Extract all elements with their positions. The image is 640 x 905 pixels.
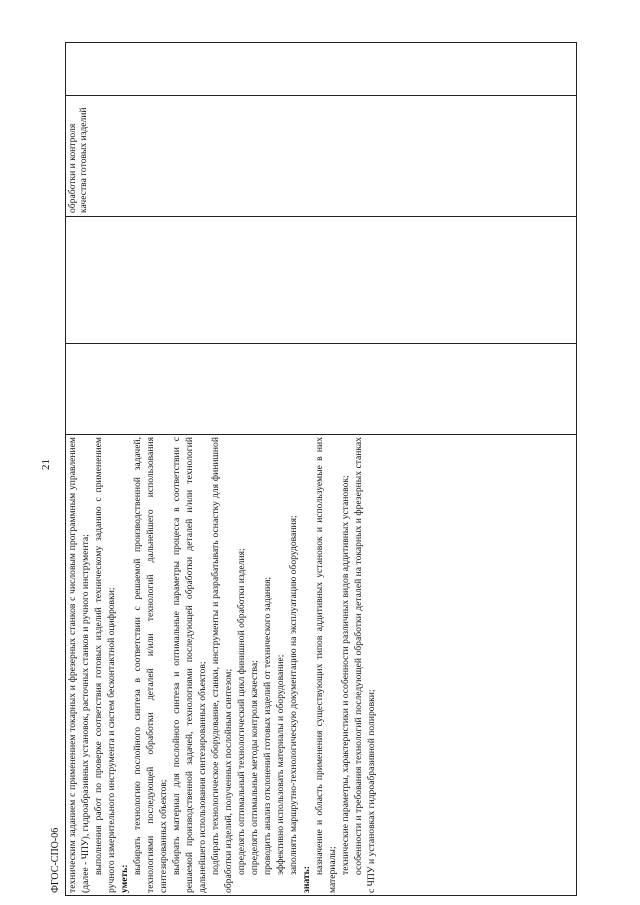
description-paragraph: выбирать материал для послойного синтеза и оптимальные параметры процесса в соответствии с решаемой производственной задачей, технологиями последующей обработки деталей и/или технологий дальнейшего использования синтезированных объектов; — [171, 437, 208, 893]
description-paragraph: техническим заданием с применением токарных и фрезерных станков с числовым программным управлением (далее - ЧПУ), гидроабразивных установок, расточных станков и ручного инструмента; — [67, 437, 91, 893]
description-paragraph: особенности и требования технологий последующей обработки деталей на токарных и фрезерных станках с ЧПУ и установках гидроабразивной полировки; — [353, 437, 377, 893]
description-paragraph: подбирать технологическое оборудование, станки, инструменты и разрабатывать оснастку для финишной обработки изделий, полученных послойным синтезом; — [210, 437, 234, 893]
description-text — [66, 435, 378, 895]
description-paragraph: эффективно использовать материалы и оборудование; — [275, 654, 286, 875]
description-paragraph: технические параметры, характеристики и особенности различных видов аддитивных установок; — [340, 475, 351, 875]
page-number: 21 — [40, 459, 52, 470]
description-paragraph: проводить анализ отклонений готовых изделий от технического задания; — [262, 576, 273, 875]
description-cell — [66, 435, 577, 896]
description-paragraph: заполнять маршрутно-технологическую документацию на эксплуатацию оборудования; — [288, 515, 299, 875]
section-heading: уметь: — [119, 864, 130, 893]
description-paragraph: выбирать технологию послойного синтеза в соответствии с решаемой производственной задачей, технологиями последующей обработки деталей и/или технологий дальнейшего использования синтезированных объектов; — [132, 437, 169, 893]
competency-table — [65, 48, 577, 896]
description-paragraph: назначение и область применения существующих типов аддитивных установок и используемые в них материалы; — [314, 437, 338, 893]
table-row — [66, 43, 577, 896]
empty-cell — [66, 344, 577, 435]
description-paragraph: определять оптимальный технологический цикл финишной обработки изделия; — [236, 548, 247, 875]
description-paragraph: выполнения работ по проверке соответствия готовых изделий техническому заданию с применением ручного измерительного инструмента и систем бесконтактной оцифровки; — [93, 437, 117, 893]
empty-cell — [66, 43, 577, 96]
description-paragraph: определять оптимальные методы контроля качества; — [249, 660, 260, 875]
section-heading: знать: — [301, 866, 312, 893]
quality-text: обработки и контроля качества готовых изделий — [67, 107, 89, 213]
empty-cell — [66, 217, 577, 344]
quality-cell — [66, 96, 577, 217]
document-code: ФГОС-СПО-06 — [50, 827, 61, 893]
